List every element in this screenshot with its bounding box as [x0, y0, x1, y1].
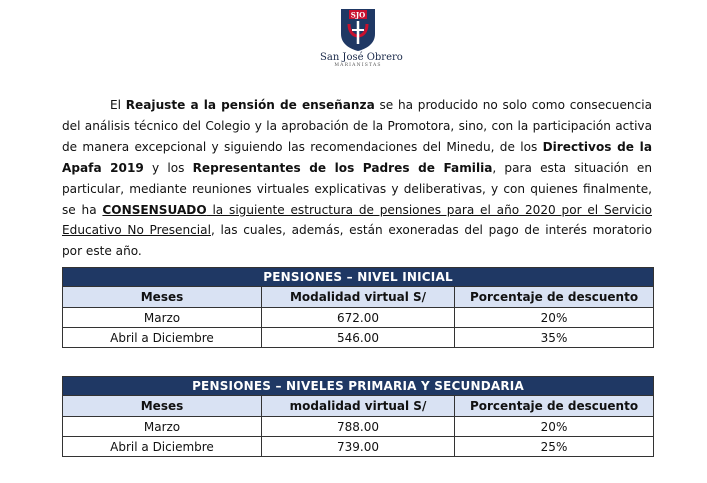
column-header-modalidad: modalidad virtual S/ — [262, 396, 455, 417]
announcement-paragraph — [62, 95, 652, 262]
cell-descuento: 20% — [455, 417, 654, 437]
cell-descuento: 25% — [455, 437, 654, 457]
table-row — [63, 417, 654, 437]
paragraph-text: y los — [143, 160, 193, 175]
column-header-descuento: Porcentaje de descuento — [455, 396, 654, 417]
cell-descuento: 20% — [455, 308, 654, 328]
cell-mes: Abril a Diciembre — [63, 437, 262, 457]
paragraph-bold-consensuado: CONSENSUADO — [102, 202, 207, 217]
paragraph-text: , para esta situación en particular, mediante reuniones virtuales explicativas y deliberativas, y con quienes finalmente, se ha — [62, 160, 652, 217]
paragraph-bold-representantes: Representantes de los Padres de Familia — [192, 160, 493, 175]
paragraph-bold-reajuste: Reajuste a la pensión de enseñanza — [125, 98, 375, 112]
cell-monto: 788.00 — [262, 417, 455, 437]
paragraph-text: El — [110, 98, 126, 112]
cell-mes: Abril a Diciembre — [63, 328, 262, 348]
paragraph-text: , las cuales, además, están exoneradas del pago de interés moratorio por este año. — [62, 223, 653, 259]
paragraph-text: se ha producido no solo como consecuencia del análisis técnico del Colegio y la aprobación de la Promotora, sino, con la participación activa de manera excepcional y siguiendo las recomendaciones del Minedu, de los — [62, 98, 652, 154]
school-subtitle: MARIANISTAS — [334, 63, 382, 68]
paragraph-underlined-text: la siguiente estructura de pensiones para el año 2020 por el Servicio Educativo No Presencial — [62, 202, 652, 238]
column-header-meses: Meses — [63, 287, 262, 308]
table-row — [63, 328, 654, 348]
table-row — [63, 437, 654, 457]
table-title: PENSIONES – NIVEL INICIAL — [63, 268, 654, 287]
column-header-descuento: Porcentaje de descuento — [455, 287, 654, 308]
cell-descuento: 35% — [455, 328, 654, 348]
school-logo — [320, 8, 403, 74]
paragraph-bold-apafa: Directivos de la Apafa 2019 — [62, 139, 652, 175]
cell-monto: 546.00 — [262, 328, 455, 348]
table-nivel-inicial — [62, 267, 654, 348]
column-header-meses: Meses — [63, 396, 262, 417]
table-primaria-secundaria — [62, 376, 654, 457]
cell-monto: 672.00 — [262, 308, 455, 328]
table-row — [63, 308, 654, 328]
crest-badge-text: SJO — [350, 10, 366, 20]
school-name: San José Obrero — [320, 52, 403, 63]
table-title: PENSIONES – NIVELES PRIMARIA Y SECUNDARIA — [63, 377, 654, 396]
column-header-modalidad: Modalidad virtual S/ — [262, 287, 455, 308]
cell-monto: 739.00 — [262, 437, 455, 457]
cell-mes: Marzo — [63, 417, 262, 437]
cell-mes: Marzo — [63, 308, 262, 328]
crest-icon — [340, 8, 376, 52]
